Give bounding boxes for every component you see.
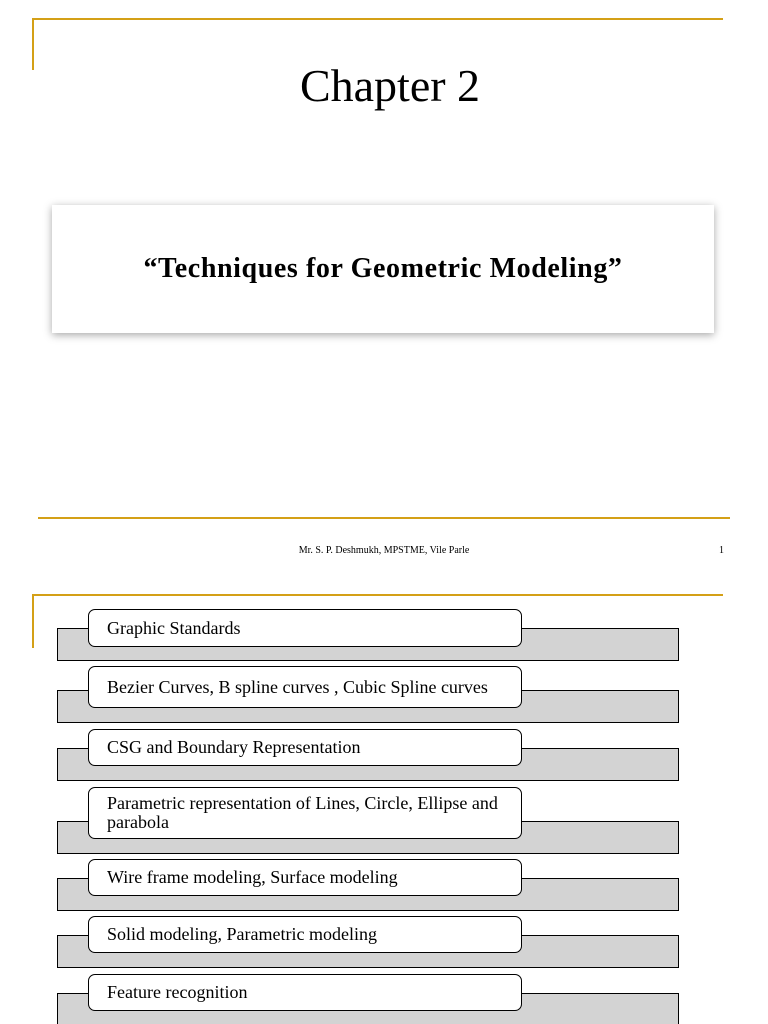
- topic-item: [57, 609, 679, 662]
- topic-item: [57, 916, 679, 969]
- topic-label-box: [88, 974, 522, 1011]
- topic-label: Solid modeling, Parametric modeling: [107, 924, 377, 944]
- accent-line-top: [32, 18, 723, 20]
- topic-label-box: [88, 666, 522, 708]
- topic-label-box: [88, 916, 522, 953]
- slide-2-accent-line-left: [32, 594, 34, 648]
- topic-label: CSG and Boundary Representation: [107, 737, 361, 757]
- topic-item: [57, 974, 679, 1024]
- slide-2-accent-line-top: [32, 594, 723, 596]
- slide-title: Chapter 2: [299, 60, 481, 111]
- topic-item: [57, 787, 679, 855]
- topic-label: Graphic Standards: [107, 617, 241, 638]
- page-number: 1: [719, 545, 724, 556]
- topic-label-box: [88, 859, 522, 896]
- topic-label: Bezier Curves, B spline curves , Cubic Spline curves: [107, 676, 488, 697]
- accent-line-bottom: [38, 517, 730, 519]
- topic-item: [57, 859, 679, 912]
- topic-label: Feature recognition: [107, 982, 248, 1002]
- topic-label-box: [88, 787, 522, 839]
- topic-label-box: [88, 729, 522, 766]
- topic-label: Parametric representation of Lines, Circle, Ellipse and parabola: [107, 793, 498, 832]
- subtitle-box: [52, 205, 714, 333]
- topic-item: [57, 729, 679, 782]
- topic-item: [57, 666, 679, 723]
- topic-label-box: [88, 609, 522, 647]
- slide-subtitle: “Techniques for Geometric Modeling”: [143, 253, 623, 284]
- topic-label: Wire frame modeling, Surface modeling: [107, 867, 398, 887]
- slide-footer: Mr. S. P. Deshmukh, MPSTME, Vile Parle: [298, 545, 470, 556]
